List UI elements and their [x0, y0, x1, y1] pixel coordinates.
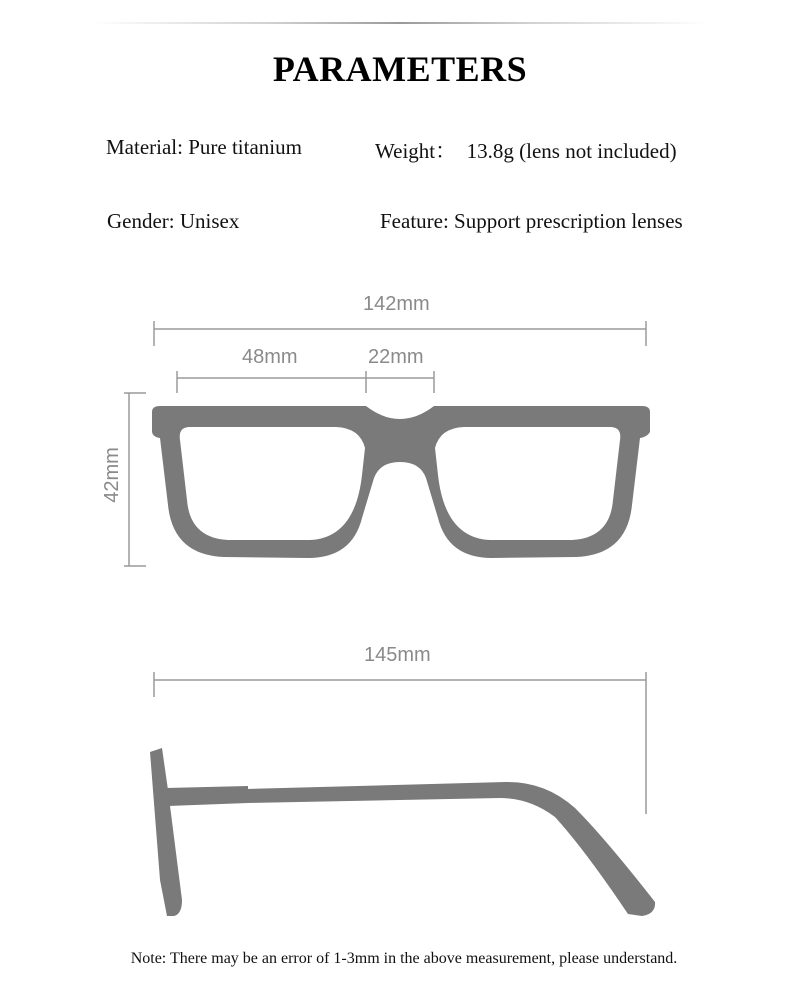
lens-height-dimension-line [124, 393, 146, 566]
lens-width-label: 48mm [242, 346, 298, 368]
front-frame-shape [152, 406, 650, 558]
lens-width-dimension-line [177, 371, 366, 393]
weight-spec: Weight： 13.8g (lens not included) [375, 139, 677, 163]
measurement-note: Note: There may be an error of 1-3mm in the above measurement, please understand. [130, 950, 678, 967]
material-spec: Material: Pure titanium [106, 135, 302, 159]
side-frame-shape [150, 748, 655, 916]
temple-length-label: 145mm [364, 644, 431, 666]
frame-width-label: 142mm [363, 293, 430, 315]
frame-width-dimension-line [154, 321, 646, 346]
feature-spec: Feature: Support prescription lenses [380, 209, 683, 233]
bridge-width-dimension-line [366, 371, 434, 393]
gender-spec: Gender: Unisex [107, 209, 240, 233]
bridge-width-label: 22mm [368, 346, 424, 368]
page-title: PARAMETERS [272, 49, 528, 89]
lens-height-label: 42mm [101, 447, 123, 503]
